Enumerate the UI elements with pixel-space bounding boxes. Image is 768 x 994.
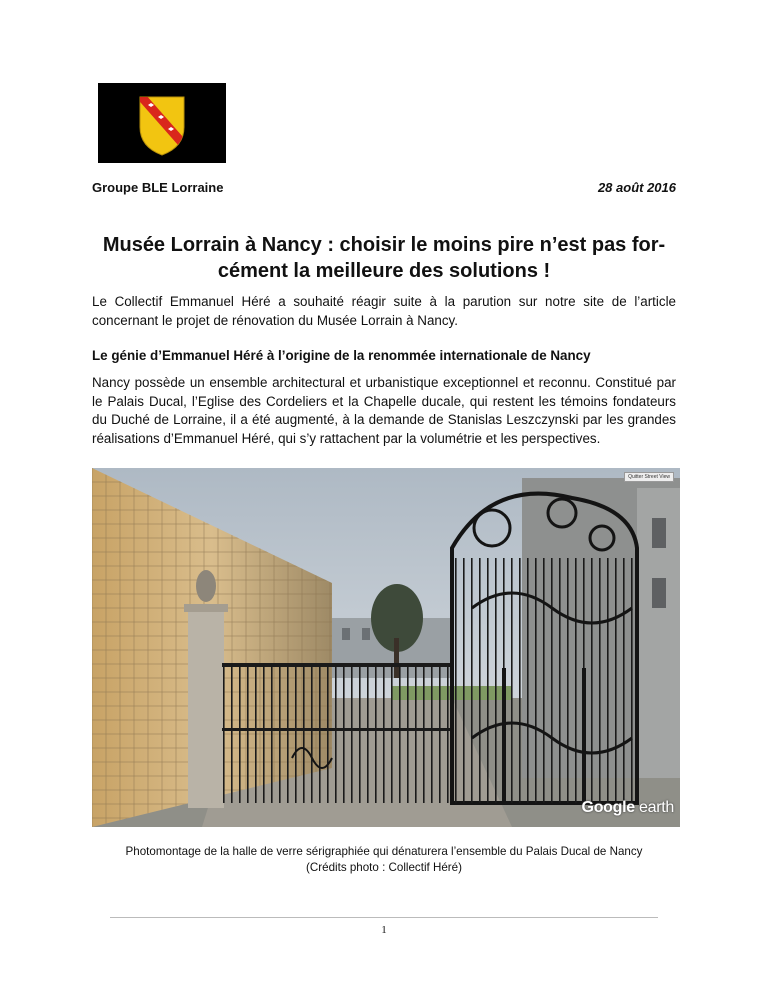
photomontage-image	[92, 468, 680, 827]
section-heading: Le génie d’Emmanuel Héré à l’origine de la renommée internationale de Nancy	[92, 348, 591, 363]
document-date: 28 août 2016	[597, 180, 676, 195]
google-earth-watermark	[582, 799, 674, 817]
article-title-text: Musée Lorrain à Nancy : choisir le moins pire n’est pas for- cément la meilleure des solutions !	[102, 234, 666, 282]
street-view-button: Quitter Street View	[624, 472, 674, 482]
article-title	[92, 232, 676, 284]
watermark-product: earth	[639, 799, 674, 816]
intro-paragraph: Le Collectif Emmanuel Héré a souhaité réagir suite à la parution sur notre site de l’article concernant le projet de rénovation du Musée Lorrain à Nancy.	[92, 294, 676, 328]
footer-divider	[110, 917, 658, 918]
section-paragraph: Nancy possède un ensemble architectural et urbanistique exceptionnel et reconnu. Constitué par le Palais Ducal, l’Eglise des Cordeliers et la Chapelle ducale, qui restent les témoins fondateurs du Duché de Lorraine, il a été augmenté, à la demande de Stanislas Leszczynski par les grandes réalisations d’Emmanuel Héré, qui s’y rattachent par la volumétrie et les perspectives.	[92, 375, 676, 446]
caption-line-2: (Crédits photo : Collectif Héré)	[306, 861, 462, 874]
photo-caption	[92, 844, 676, 876]
shield-icon	[98, 83, 226, 163]
palais-ducal-photo-illustration	[92, 468, 680, 827]
caption-line-1: Photomontage de la halle de verre sérigraphiée qui dénaturera l’ensemble du Palais Ducal de Nancy	[125, 845, 643, 858]
watermark-brand: Google	[581, 799, 635, 816]
group-name: Groupe BLE Lorraine	[92, 180, 224, 195]
lorraine-coat-of-arms-logo	[98, 83, 226, 163]
page-number: 1	[381, 924, 387, 936]
